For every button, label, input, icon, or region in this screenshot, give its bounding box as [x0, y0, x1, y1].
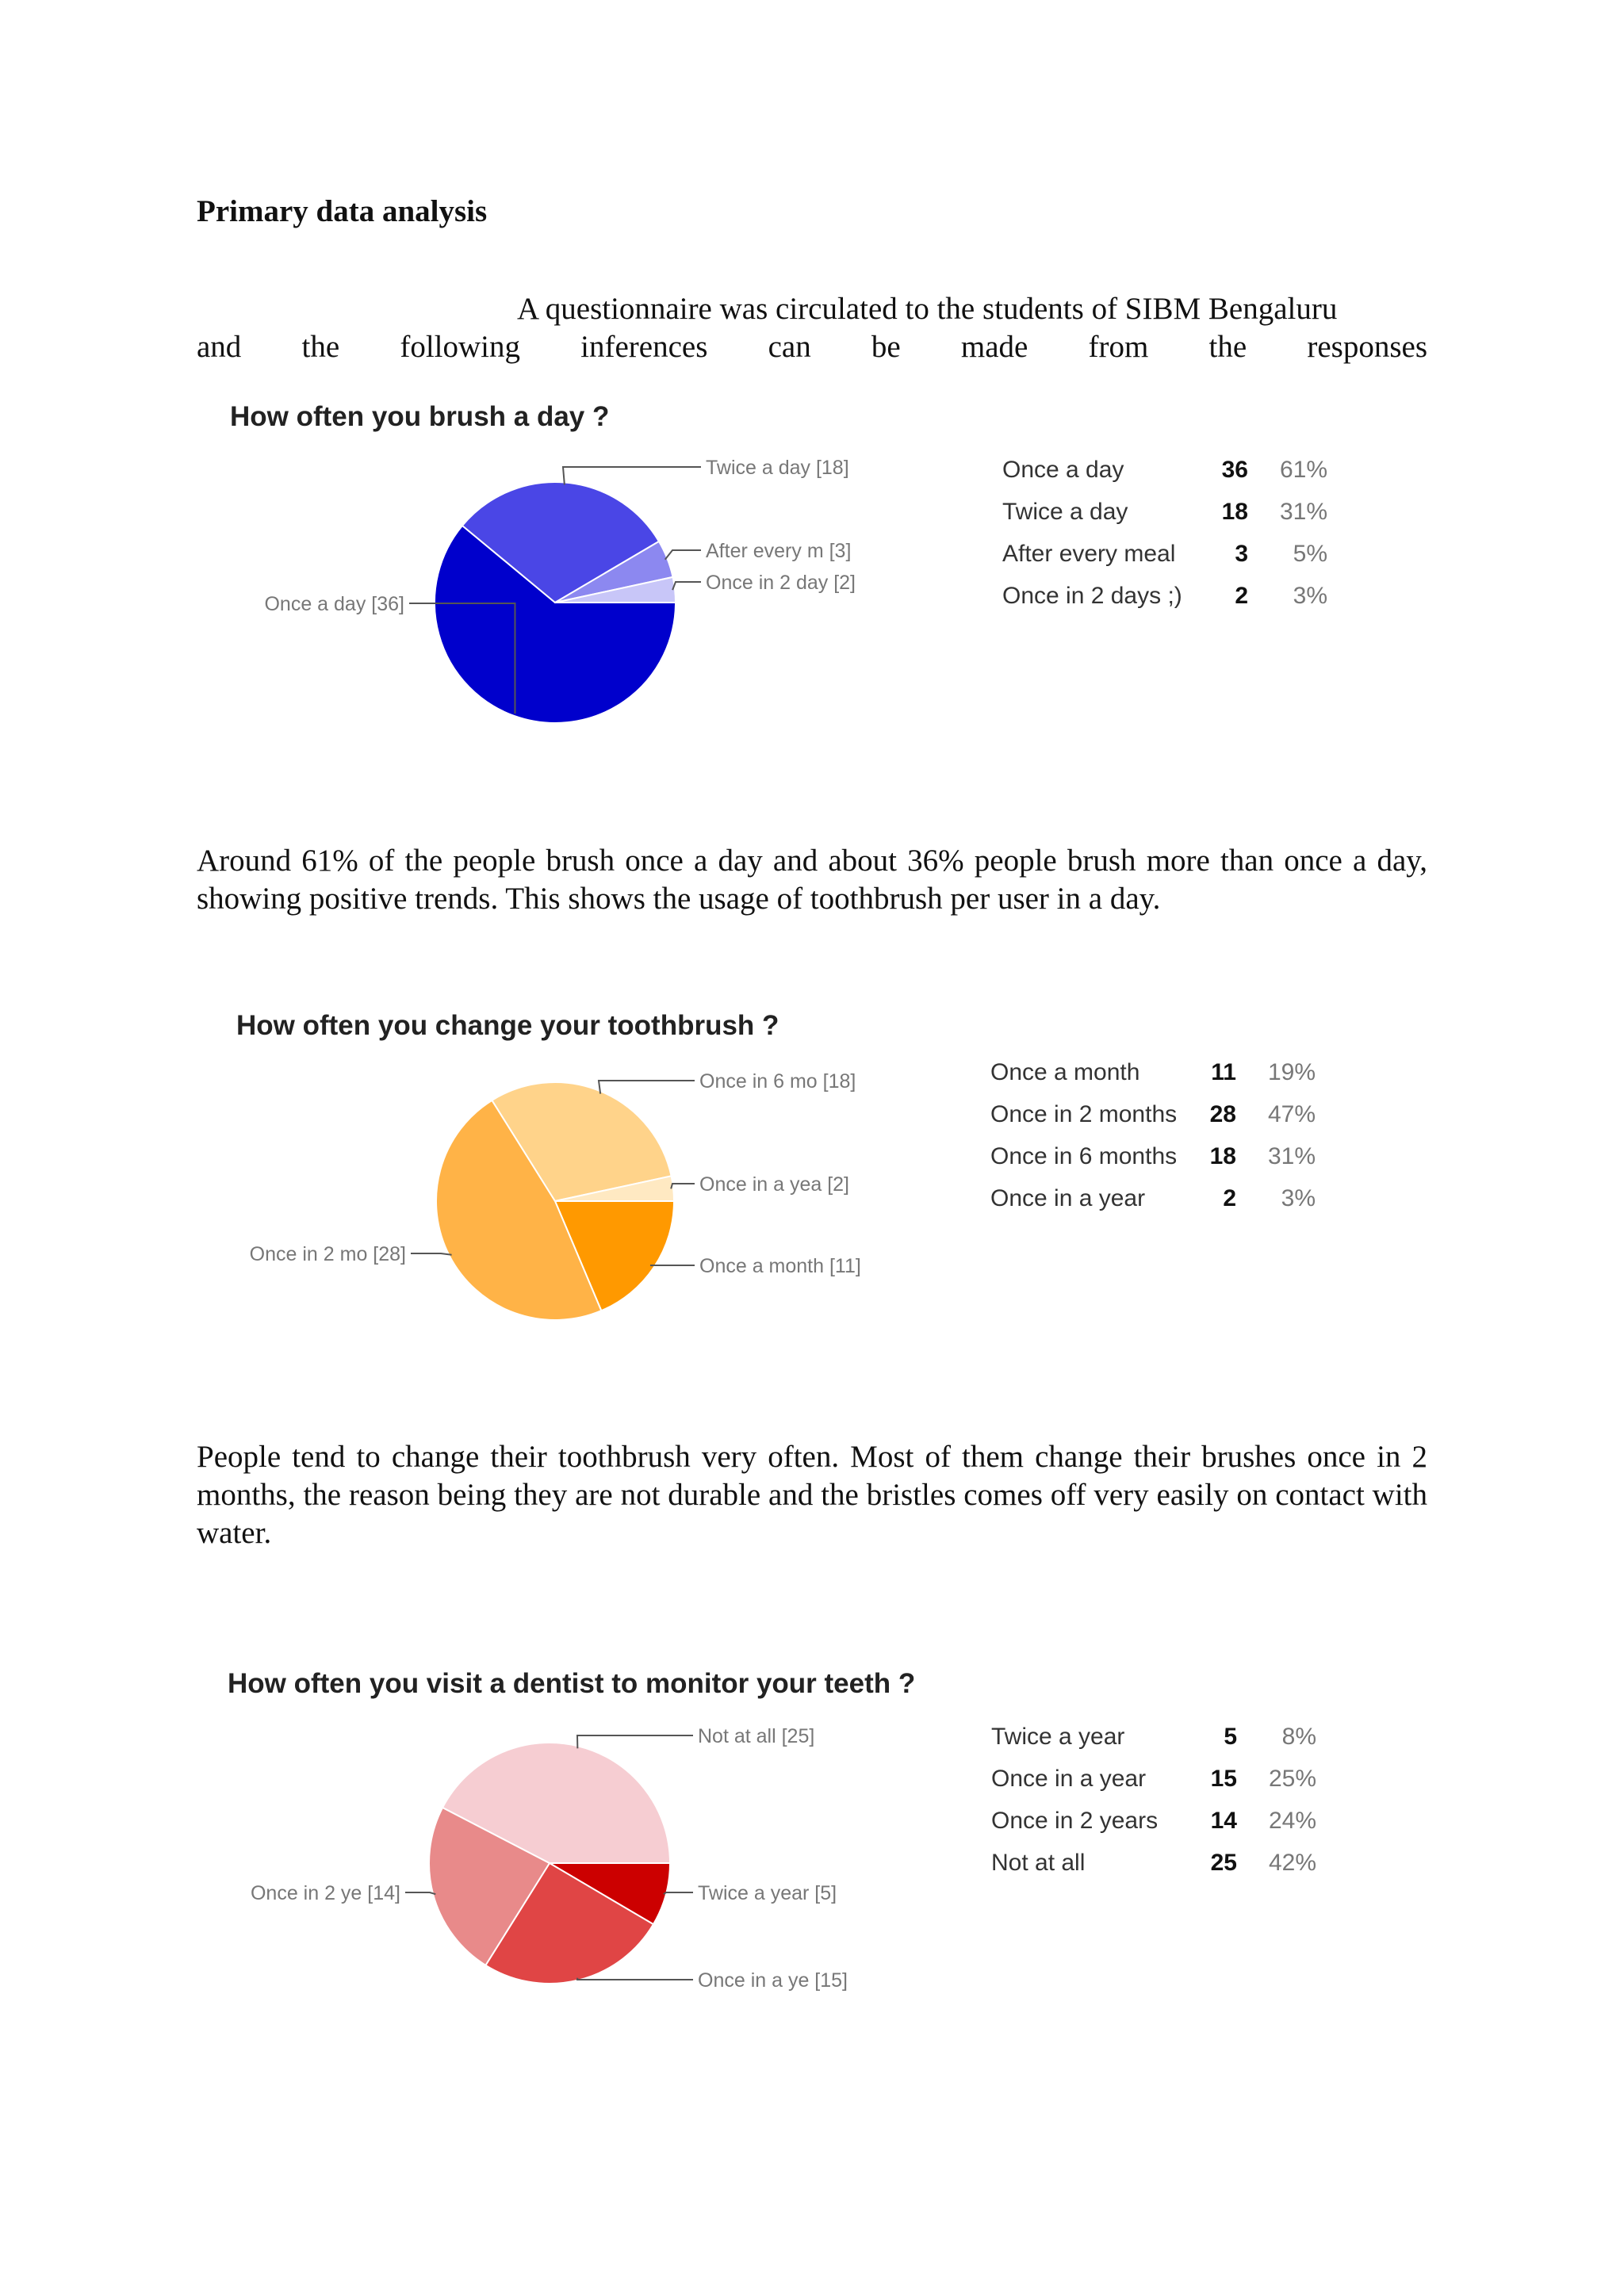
- summary-row: [990, 1051, 1316, 1093]
- pie-chart-svg: [0, 388, 1624, 761]
- leader-line: [671, 1184, 695, 1188]
- slice-label: Twice a year [5]: [698, 1882, 837, 1904]
- slice-label: Once a day [36]: [264, 593, 404, 615]
- summary-count: 36: [1221, 456, 1248, 483]
- slice-label: Once in 6 mo [18]: [699, 1070, 856, 1093]
- summary-percent: 5%: [1293, 540, 1327, 567]
- summary-percent: 47%: [1267, 1100, 1316, 1127]
- chart-title: How often you change your toothbrush ?: [236, 1010, 779, 1041]
- summary-row: [1002, 449, 1327, 491]
- intro-paragraph-line2: and the following inferences can be made from the responses: [197, 330, 1427, 364]
- summary-row: [991, 1758, 1316, 1800]
- leader-line: [577, 1978, 693, 1980]
- brush-analysis-paragraph: Around 61% of the people brush once a day and about 36% people brush more than once a day, showing positive trends. This shows the usage of toothbrush per user in a day.: [197, 844, 1427, 916]
- summary-row: [990, 1093, 1316, 1135]
- leader-line: [577, 1735, 693, 1748]
- summary-percent: 31%: [1267, 1142, 1316, 1169]
- summary-percent: 31%: [1279, 498, 1327, 525]
- brush-frequency-chart: [0, 388, 1624, 761]
- slice-label: Once in 2 mo [28]: [249, 1243, 406, 1265]
- summary-row: [990, 1177, 1316, 1219]
- summary-count: 28: [1209, 1100, 1236, 1127]
- summary-label: Once in 2 years: [991, 1807, 1159, 1834]
- leader-line: [563, 467, 701, 485]
- summary-row: [1002, 575, 1327, 617]
- summary-row: [1002, 533, 1327, 575]
- summary-row: [990, 1135, 1316, 1177]
- page-heading: Primary data analysis: [197, 194, 488, 228]
- leader-line: [405, 1892, 435, 1894]
- summary-count: 11: [1211, 1058, 1236, 1085]
- leader-line: [599, 1081, 695, 1094]
- summary-percent: 3%: [1281, 1184, 1316, 1211]
- toothbrush-change-paragraph: People tend to change their toothbrush very often. Most of them change their brushes once in 2 months, the reason being they are not durable and the bristles comes off very easily on contact with water.: [197, 1440, 1427, 1550]
- summary-table: [1002, 449, 1327, 617]
- slice-label: Once in 2 ye [14]: [250, 1882, 400, 1904]
- summary-table: [990, 1051, 1316, 1219]
- summary-count: 18: [1221, 498, 1248, 525]
- summary-count: 2: [1235, 582, 1248, 609]
- summary-row: [991, 1716, 1316, 1758]
- summary-label: Not at all: [991, 1849, 1086, 1876]
- leader-line: [411, 1253, 452, 1255]
- summary-label: Once a month: [990, 1058, 1140, 1085]
- slice-label: Once in 2 day [2]: [706, 572, 856, 594]
- slice-label: After every m [3]: [706, 540, 852, 562]
- summary-count: 2: [1223, 1184, 1236, 1211]
- summary-count: 3: [1235, 540, 1248, 567]
- slice-label: Once in a yea [2]: [699, 1173, 850, 1196]
- summary-count: 18: [1209, 1142, 1236, 1169]
- summary-label: Once a day: [1002, 456, 1124, 483]
- summary-percent: 19%: [1267, 1058, 1316, 1085]
- summary-count: 14: [1210, 1807, 1237, 1834]
- summary-label: Twice a year: [991, 1723, 1125, 1750]
- pie-chart-svg: [0, 1657, 1624, 2022]
- summary-label: Once in 2 days ;): [1002, 582, 1182, 609]
- summary-count: 15: [1210, 1765, 1237, 1792]
- leader-line: [664, 1892, 693, 1894]
- summary-row: [991, 1842, 1316, 1884]
- chart-title: How often you visit a dentist to monitor your teeth ?: [228, 1668, 916, 1699]
- summary-label: Once in a year: [991, 1765, 1147, 1792]
- summary-table: [991, 1716, 1316, 1884]
- summary-percent: 8%: [1281, 1723, 1316, 1750]
- chart-title: How often you brush a day ?: [230, 401, 610, 432]
- pie-chart-svg: [0, 999, 1624, 1332]
- summary-count: 25: [1210, 1849, 1237, 1876]
- summary-label: Once in 2 months: [990, 1100, 1178, 1127]
- leader-line: [672, 582, 701, 590]
- leader-line: [665, 550, 701, 560]
- summary-percent: 61%: [1279, 456, 1327, 483]
- summary-row: [991, 1800, 1316, 1842]
- slice-label: Twice a day [18]: [706, 457, 849, 479]
- summary-label: Twice a day: [1002, 498, 1128, 525]
- summary-percent: 42%: [1268, 1849, 1316, 1876]
- summary-label: After every meal: [1002, 540, 1176, 567]
- summary-percent: 25%: [1268, 1765, 1316, 1792]
- summary-percent: 24%: [1268, 1807, 1316, 1834]
- dentist-visit-chart: [0, 1657, 1624, 2022]
- summary-row: [1002, 491, 1327, 533]
- summary-count: 5: [1224, 1723, 1237, 1750]
- toothbrush-change-chart: [0, 999, 1624, 1332]
- slice-label: Once a month [11]: [699, 1255, 861, 1277]
- summary-label: Once in a year: [990, 1184, 1146, 1211]
- summary-label: Once in 6 months: [990, 1142, 1178, 1169]
- slice-label: Once in a ye [15]: [698, 1969, 848, 1992]
- slice-label: Not at all [25]: [698, 1725, 815, 1747]
- intro-paragraph-line1: A questionnaire was circulated to the students of SIBM Bengaluru: [517, 292, 1338, 326]
- summary-percent: 3%: [1293, 582, 1327, 609]
